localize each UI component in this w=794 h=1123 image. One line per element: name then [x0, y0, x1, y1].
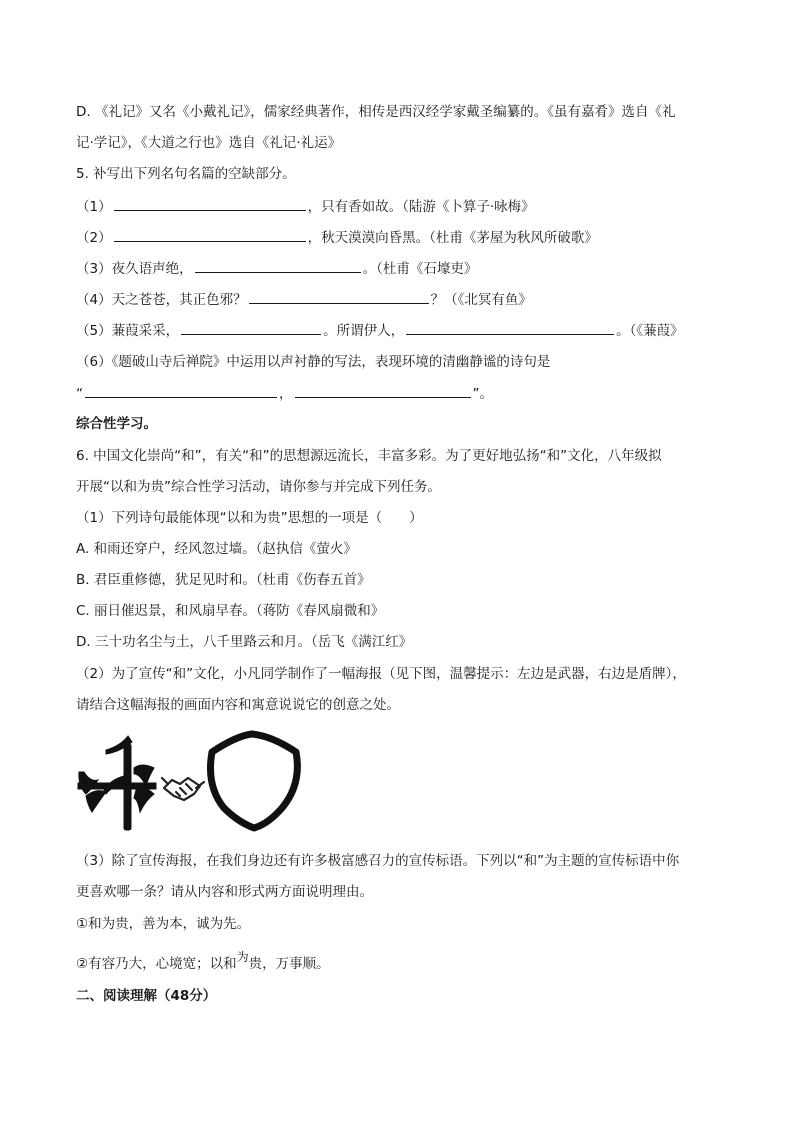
- poster-svg: [76, 728, 306, 833]
- q5-item-1-text: ，只有香如故。（陆游《卜算子·咏梅》: [307, 199, 535, 215]
- blank-comma: ，: [279, 386, 293, 402]
- option-d: D. 三十功名尘与土，八千里路云和月。（岳飞《满江红》: [76, 634, 413, 650]
- q5-item-2-text: ，秋天漠漠向昏黑。（杜甫《茅屋为秋风所破歌》: [307, 230, 598, 246]
- q6-sub3-line2: 更喜欢哪一条？请从内容和形式两方面说明理由。: [76, 884, 373, 900]
- q5-item-5: [76, 320, 684, 341]
- q5-item-6-blanks: [76, 383, 493, 404]
- fill-blank[interactable]: [195, 258, 361, 273]
- q5-item-5-post: 。（《蒹葭》: [616, 323, 684, 339]
- q5-item-6: （6）《题破山寺后禅院》中运用以声衬静的写法，表现环境的清幽静谧的诗句是: [76, 354, 551, 370]
- option-c: C. 丽日催迟景，和风扇早春。（蒋防《春风扇微和》: [76, 603, 385, 619]
- q5-item-1: [76, 196, 535, 217]
- q5-item-2-num: （2）: [76, 230, 112, 246]
- fill-blank[interactable]: [295, 383, 471, 398]
- fill-blank[interactable]: [181, 320, 321, 335]
- he-culture-poster: [76, 728, 306, 833]
- q6-sub2-line2: 请结合这幅海报的画面内容和寓意说说它的创意之处。: [76, 697, 400, 713]
- slogan-2-sup: 为: [236, 950, 249, 964]
- q5-item-3: [76, 258, 477, 279]
- q5-item-4-pre: （4）天之苍苍，其正色邪？: [76, 292, 247, 308]
- slogan-2-pre: ②有容乃大，心境宽；以和: [76, 956, 237, 972]
- q6-sub3-line1: （3）除了宣传海报，在我们身边还有许多极富感召力的宣传标语。下列以“和”为主题的宣传标语中你: [76, 853, 680, 869]
- q5-item-2: [76, 227, 598, 248]
- q5-item-1-num: （1）: [76, 199, 112, 215]
- fill-blank[interactable]: [114, 227, 306, 242]
- q6-sub1: （1）下列诗句最能体现“以和为贵”思想的一项是（ ）: [76, 510, 423, 526]
- weapon-glyph-icon: [78, 736, 156, 830]
- option-a: A. 和雨还穿户，经风忽过墙。（赵执信《萤火》: [76, 541, 357, 557]
- section-heading-reading: 二、阅读理解（48分）: [76, 988, 217, 1004]
- q5-item-4: [76, 289, 532, 310]
- option-b: B. 君臣重修德，犹足见时和。（杜甫《伤春五首》: [76, 572, 371, 588]
- q6-sub2-line1: （2）为了宣传“和”文化，小凡同学制作了一幅海报（见下图，温馨提示：左边是武器，右边是盾牌），: [76, 666, 686, 682]
- section-heading-zonghe: 综合性学习。: [76, 416, 157, 432]
- fill-blank[interactable]: [406, 320, 614, 335]
- close-quote: ”。: [472, 386, 493, 402]
- slogan-2: [76, 950, 330, 974]
- slogan-1: ①和为贵，善为本，诚为先。: [76, 916, 251, 932]
- fill-blank[interactable]: [114, 196, 306, 211]
- handshake-icon: [162, 778, 204, 800]
- fill-blank[interactable]: [85, 383, 277, 398]
- q5-item-5-mid: 。所谓伊人，: [323, 323, 405, 339]
- question-6-line1: 6. 中国文化崇尚“和”，有关“和”的思想源远流长，丰富多彩。为了更好地弘扬“和”文化，八年级拟: [76, 448, 662, 464]
- q5-item-3-post: 。（杜甫《石壕吏》: [362, 261, 478, 277]
- q5-item-5-pre: （5）蒹葭采采，: [76, 323, 180, 339]
- slogan-2-post: 贵，万事顺。: [248, 956, 330, 972]
- q5-item-3-pre: （3）夜久语声绝，: [76, 261, 193, 277]
- question-6-line2: 开展“以和为贵”综合性学习活动，请你参与并完成下列任务。: [76, 479, 441, 495]
- q5-item-4-post: ？（《北冥有鱼》: [430, 292, 532, 308]
- option-d-line2: 记·学记》，《大道之行也》选自《礼记·礼运》: [76, 135, 342, 151]
- question-5-title: 5. 补写出下列名句名篇的空缺部分。: [76, 166, 296, 182]
- open-quote: “: [76, 386, 83, 402]
- fill-blank[interactable]: [249, 289, 429, 304]
- shield-icon: [211, 734, 298, 828]
- option-d-line1: D. 《礼记》又名《小戴礼记》，儒家经典著作，相传是西汉经学家戴圣编纂的。《虽有嘉肴》选自《礼: [76, 104, 676, 120]
